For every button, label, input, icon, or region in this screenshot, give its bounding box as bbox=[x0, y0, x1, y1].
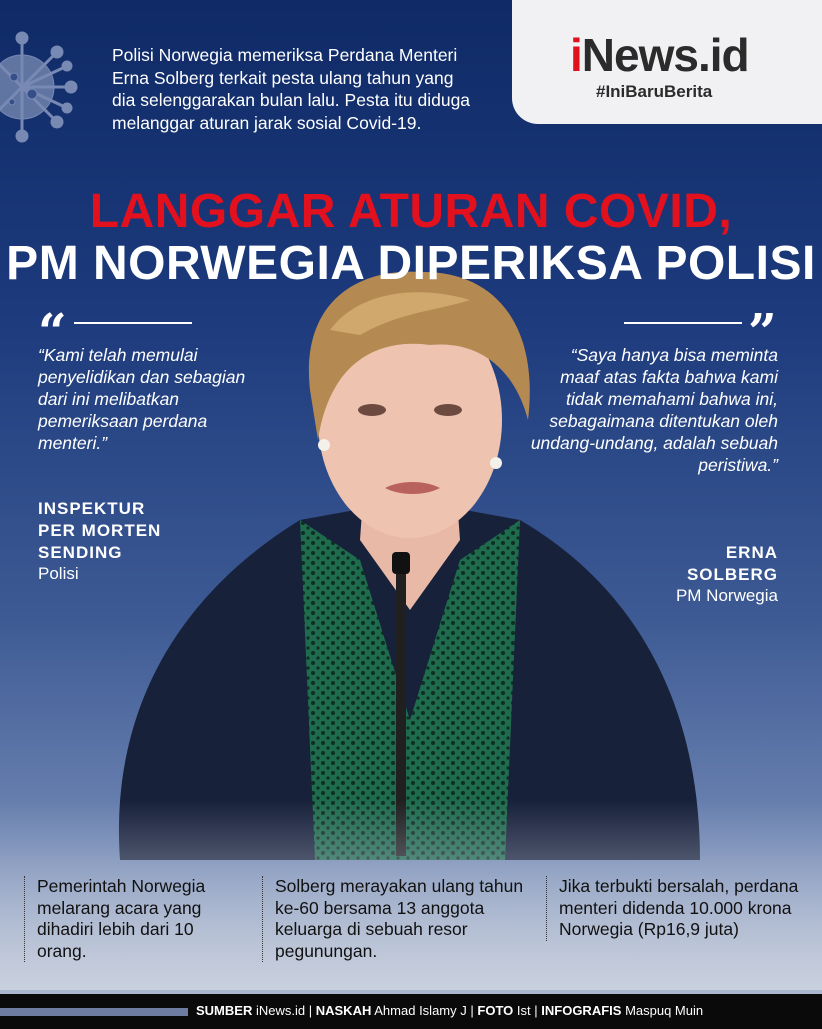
headline-line-1: LANGGAR ATURAN COVID, bbox=[89, 185, 733, 238]
credits-footer bbox=[0, 994, 822, 1029]
quote-right-text: “Saya hanya bisa meminta maaf atas fakta bahwa kami tidak memahami bahwa ini, sebagaimana ditentukan oleh undang-undang, adalah sebuah peristiwa.” bbox=[530, 345, 778, 475]
quote-left-speaker: INSPEKTUR PER MORTEN SENDING bbox=[38, 499, 162, 562]
quote-divider-left bbox=[74, 322, 192, 324]
headline-line-2: PM NORWEGIA DIPERIKSA POLISI bbox=[6, 237, 816, 290]
fact-item: Pemerintah Norwegia melarang acara yang dihadiri lebih dari 10 orang. bbox=[24, 876, 242, 962]
fact-item: Jika terbukti bersalah, perdana menteri didenda 10.000 krona Norwegia (Rp16,9 juta) bbox=[546, 876, 805, 941]
fact-item: Solberg merayakan ulang tahun ke-60 bersama 13 anggota keluarga di sebuah resor pegunungan. bbox=[262, 876, 537, 962]
intro-text: Polisi Norwegia memeriksa Perdana Menteri Erna Solberg terkait pesta ulang tahun yang dia selenggarakan bulan lalu. Pesta itu diduga melanggar aturan jarak sosial Covid-19. bbox=[112, 45, 471, 133]
footer-accent-bar bbox=[0, 1008, 188, 1016]
quote-left-role: Polisi bbox=[38, 564, 79, 583]
quote-close-icon: ” bbox=[748, 302, 777, 361]
quote-open-icon: “ bbox=[38, 302, 67, 361]
quote-left-text: “Kami telah memulai penyelidikan dan sebagian dari ini melibatkan pemeriksaan perdana menteri.” bbox=[38, 345, 246, 453]
inews-logo: iNews.id bbox=[570, 29, 749, 81]
quote-divider-right bbox=[624, 322, 742, 324]
quote-right-role: PM Norwegia bbox=[675, 586, 778, 605]
quote-right-speaker: ERNA SOLBERG bbox=[686, 543, 778, 584]
logo-tagline: #IniBaruBerita bbox=[596, 82, 713, 101]
credits-text: SUMBER iNews.id | NASKAH Ahmad Islamy J | FOTO Ist | INFOGRAFIS Maspuq Muin bbox=[196, 1003, 704, 1018]
